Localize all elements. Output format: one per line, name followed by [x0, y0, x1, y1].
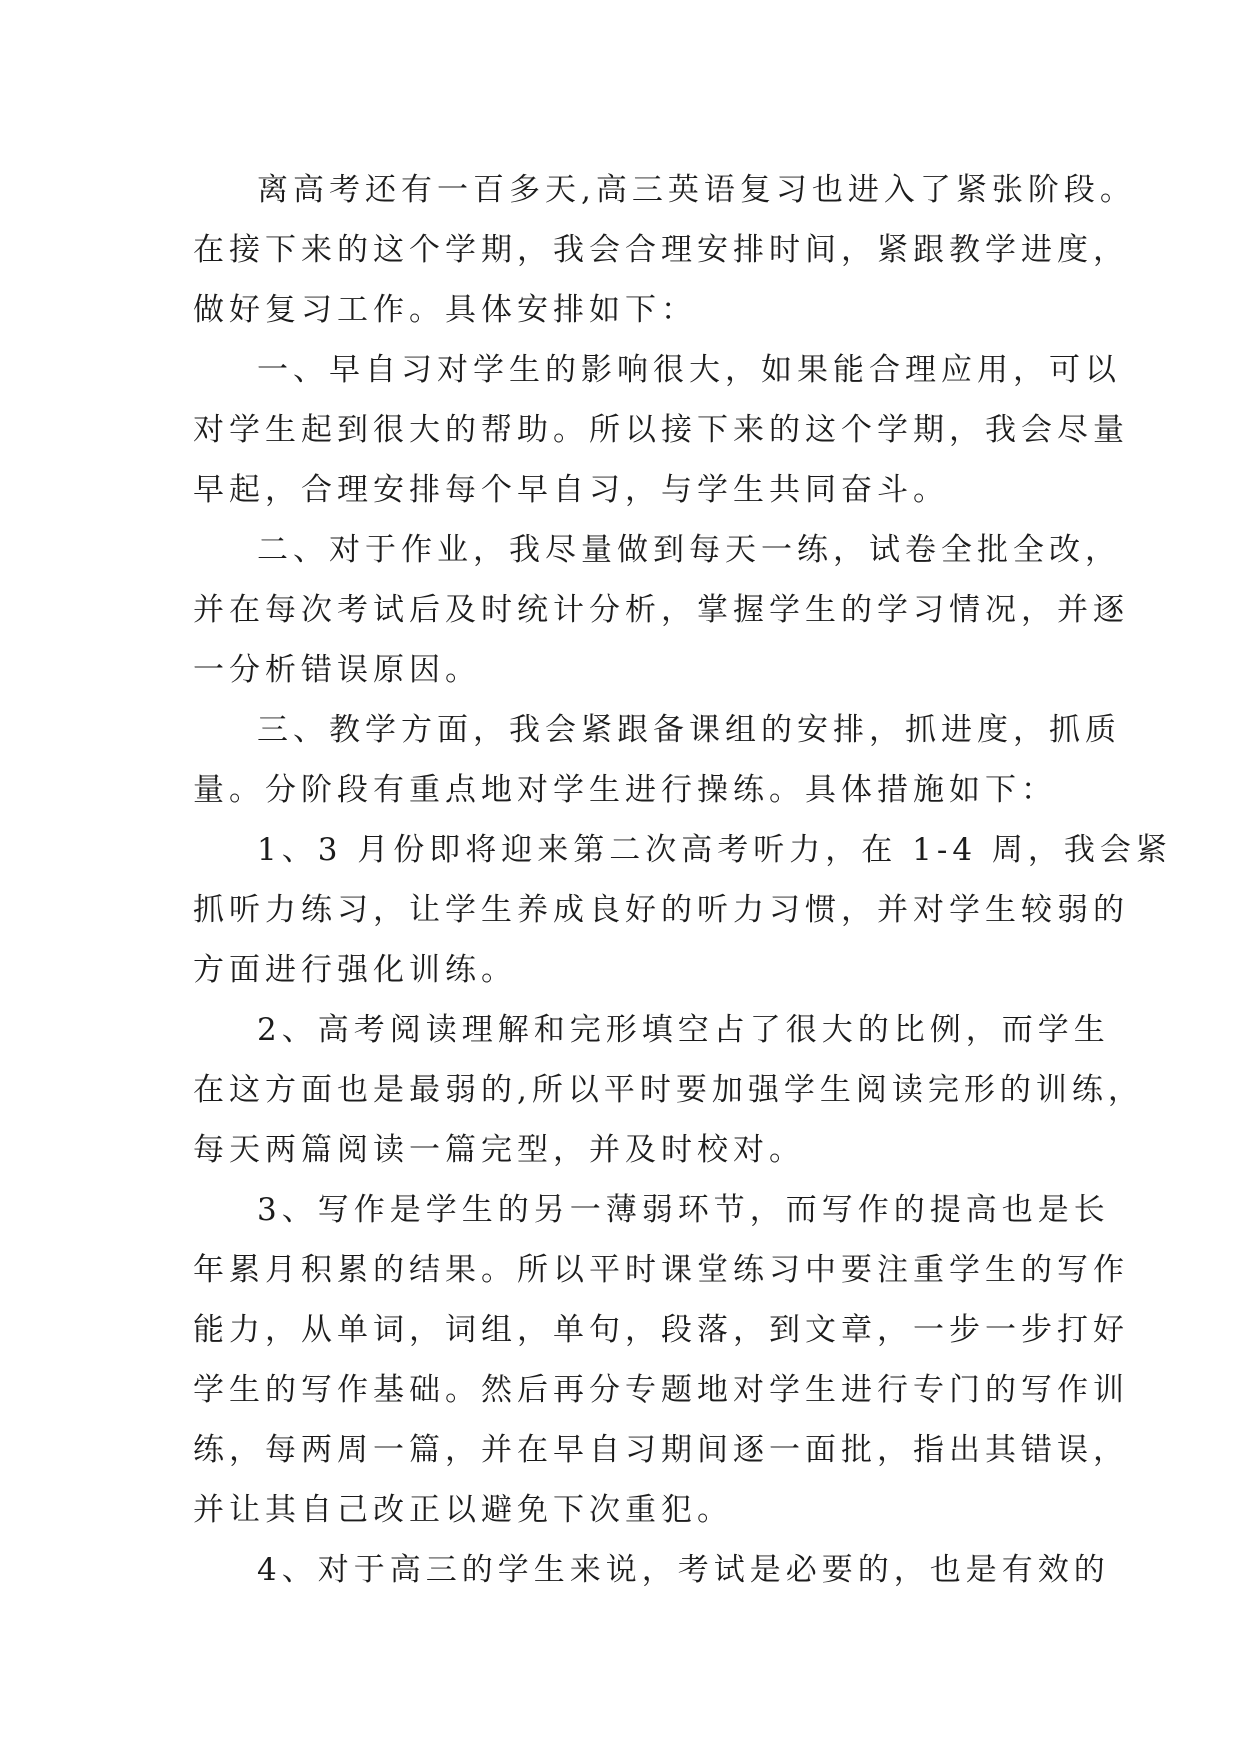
paragraph-intro-line-1: 离高考还有一百多天,高三英语复习也进入了紧张阶段。	[257, 172, 1136, 208]
measure-three-line-3: 能力，从单词，词组，单句，段落，到文章，一步一步打好	[193, 1312, 1129, 1348]
paragraph-three-line-2: 量。分阶段有重点地对学生进行操练。具体措施如下：	[193, 772, 1057, 808]
measure-one-line-1: 1、3 月份即将迎来第二次高考听力，在 1-4 周，我会紧	[257, 832, 1172, 868]
paragraph-intro-line-3: 做好复习工作。具体安排如下：	[193, 292, 697, 328]
paragraph-two-line-3: 一分析错误原因。	[193, 652, 481, 688]
measure-two-line-2: 在这方面也是最弱的,所以平时要加强学生阅读完形的训练，	[193, 1072, 1144, 1108]
measure-three-line-1: 3、写作是学生的另一薄弱环节，而写作的提高也是长	[257, 1192, 1110, 1228]
paragraph-one-line-3: 早起，合理安排每个早自习，与学生共同奋斗。	[193, 472, 949, 508]
paragraph-intro-line-2: 在接下来的这个学期，我会合理安排时间，紧跟教学进度，	[193, 232, 1129, 268]
measure-three-line-4: 学生的写作基础。然后再分专题地对学生进行专门的写作训	[193, 1372, 1129, 1408]
measure-three-line-5: 练，每两周一篇，并在早自习期间逐一面批，指出其错误，	[193, 1432, 1129, 1468]
measure-three-line-2: 年累月积累的结果。所以平时课堂练习中要注重学生的写作	[193, 1252, 1129, 1288]
paragraph-two-line-1: 二、对于作业，我尽量做到每天一练，试卷全批全改，	[257, 532, 1121, 568]
paragraph-two-line-2: 并在每次考试后及时统计分析，掌握学生的学习情况，并逐	[193, 592, 1129, 628]
measure-one-line-2: 抓听力练习，让学生养成良好的听力习惯，并对学生较弱的	[193, 892, 1129, 928]
measure-two-line-3: 每天两篇阅读一篇完型，并及时校对。	[193, 1132, 805, 1168]
measure-two-line-1: 2、高考阅读理解和完形填空占了很大的比例，而学生	[257, 1012, 1110, 1048]
measure-one-line-3: 方面进行强化训练。	[193, 952, 517, 988]
paragraph-three-line-1: 三、教学方面，我会紧跟备课组的安排，抓进度，抓质	[257, 712, 1121, 748]
measure-three-line-6: 并让其自己改正以避免下次重犯。	[193, 1492, 733, 1528]
measure-four-line-1: 4、对于高三的学生来说，考试是必要的，也是有效的	[257, 1552, 1110, 1588]
paragraph-one-line-1: 一、早自习对学生的影响很大，如果能合理应用，可以	[257, 352, 1121, 388]
document-body	[193, 160, 1172, 1600]
paragraph-one-line-2: 对学生起到很大的帮助。所以接下来的这个学期，我会尽量	[193, 412, 1129, 448]
